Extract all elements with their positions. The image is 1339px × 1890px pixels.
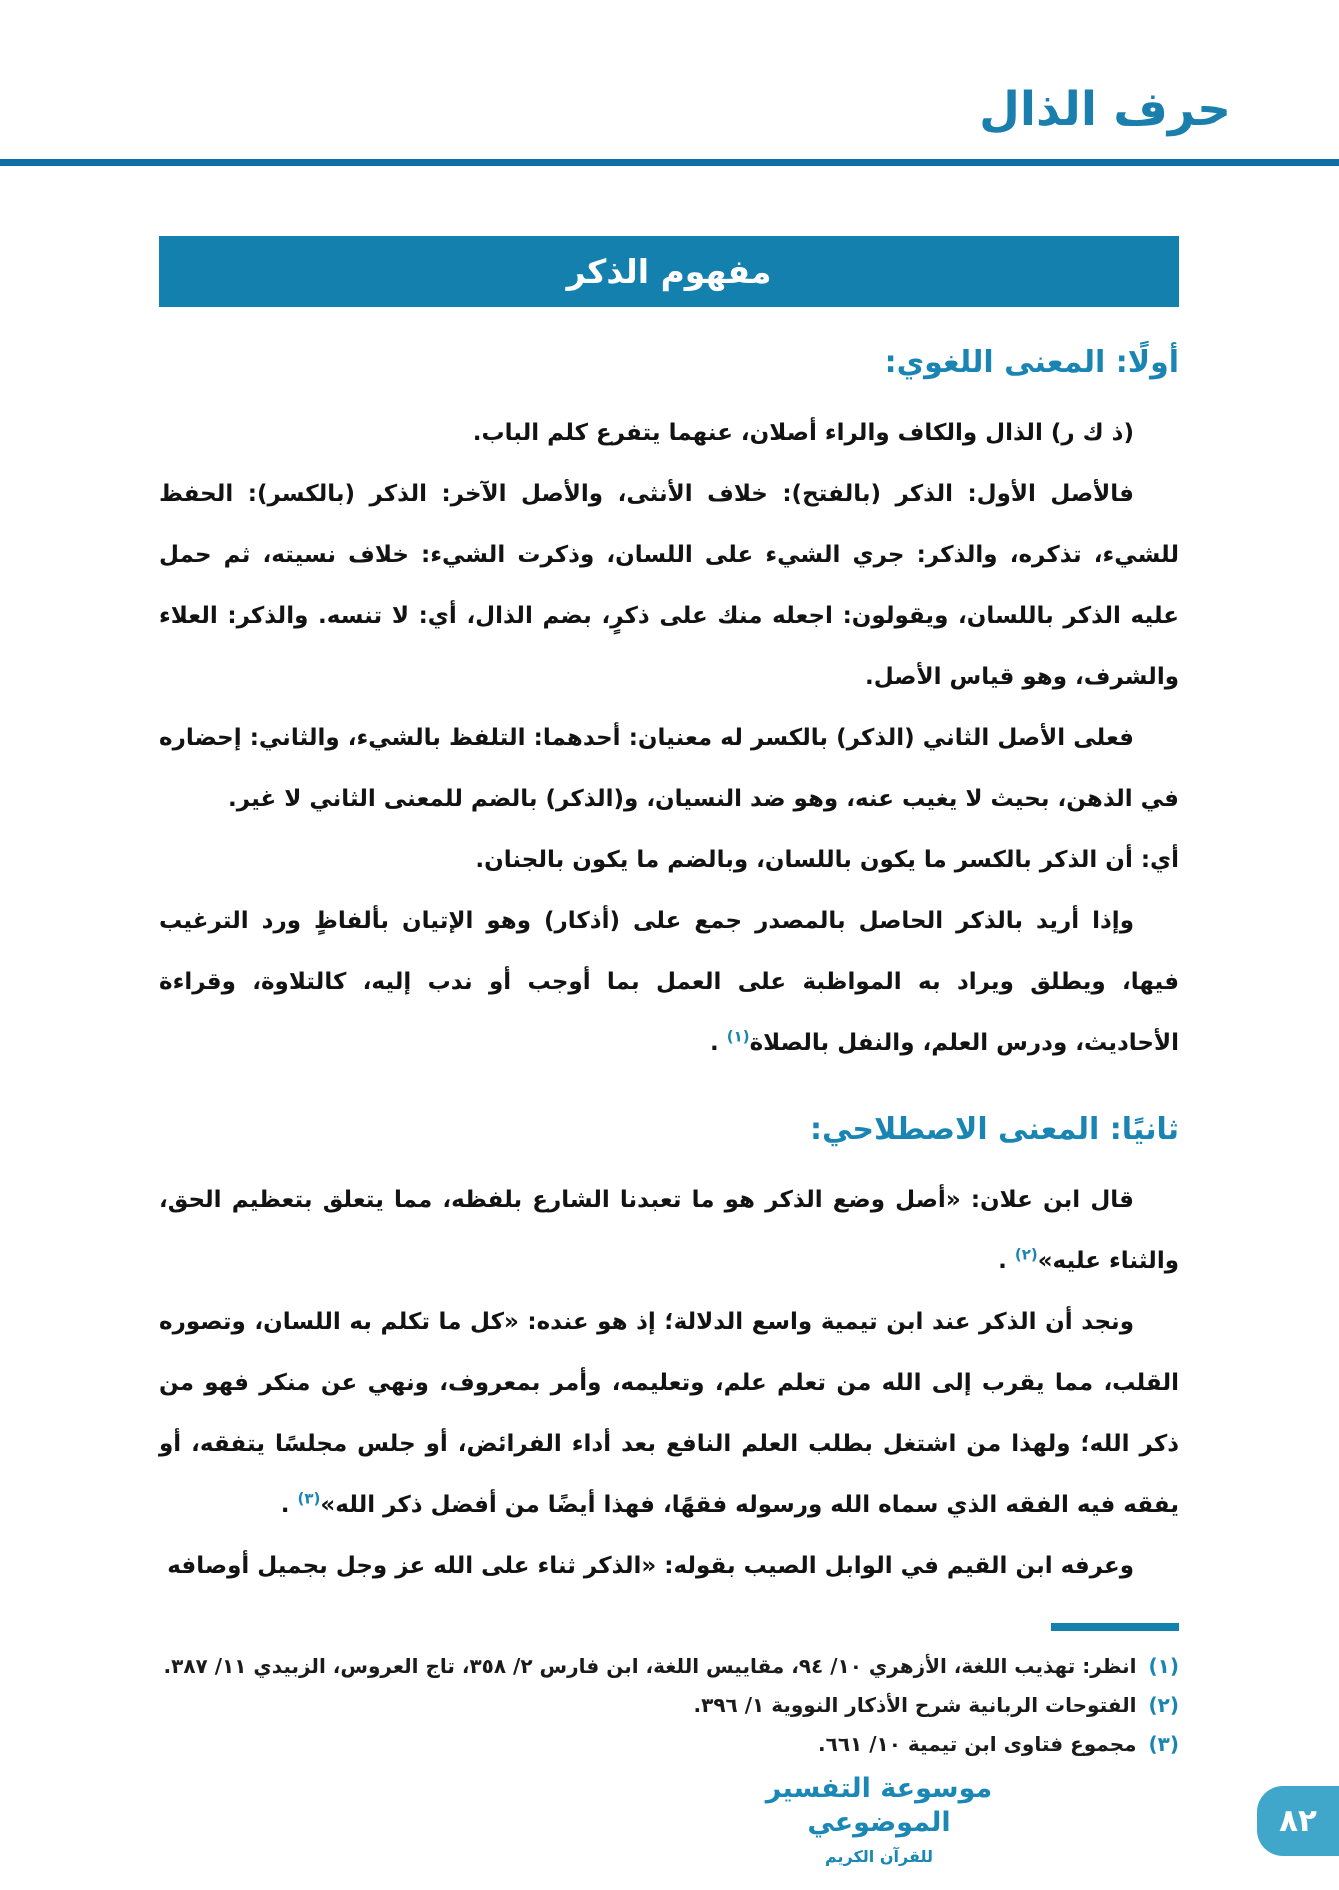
footnote-ref: (٢) bbox=[1014, 1245, 1038, 1264]
section-heading: ثانيًا: المعنى الاصطلاحي: bbox=[810, 1112, 1179, 1147]
logo-title: موسوعة التفسير الموضوعي bbox=[765, 1773, 993, 1838]
publisher-logo bbox=[749, 1772, 1009, 1868]
paragraph: أي: أن الذكر بالكسر ما يكون باللسان، وبالضم ما يكون بالجنان. bbox=[475, 847, 1179, 873]
footnote-item bbox=[159, 1647, 1179, 1686]
page-title-bar bbox=[159, 236, 1179, 307]
footnote-ref: (٣) bbox=[297, 1489, 321, 1508]
footnotes-divider bbox=[1051, 1623, 1179, 1631]
paragraph: فعلى الأصل الثاني (الذكر) بالكسر له معنيان: أحدهما: التلفظ بالشيء، والثاني: إحضاره في الذهن، بحيث لا يغيب عنه، وهو ضد النسيان، و(الذكر) بالضم للمعنى الثاني لا غير. bbox=[159, 725, 1179, 812]
footnotes-block bbox=[159, 1623, 1179, 1764]
content-column bbox=[159, 236, 1179, 1764]
paragraph: ونجد أن الذكر عند ابن تيمية واسع الدلالة؛ إذ هو عنده: «كل ما تكلم به اللسان، وتصوره القلب، مما يقرب إلى الله من تعلم علم، وتعليمه، وأمر بمعروف، ونهي عن منكر فهو من ذكر الله؛ ولهذا من اشتغل بطلب العلم النافع بعد أداء الفرائض، أو جلس مجلسًا يتفقه، أو يفقه فيه الفقه الذي سماه الله ورسوله فقهًا، فهذا أيضًا من أفضل ذكر الله»$^{(٣)}$ . bbox=[159, 1309, 1179, 1518]
paragraph: وعرفه ابن القيم في الوابل الصيب بقوله: «الذكر ثناء على الله عز وجل بجميل أوصافه bbox=[167, 1553, 1134, 1579]
page-title: مفهوم الذكر bbox=[566, 252, 772, 291]
footnote-ref: (١) bbox=[726, 1027, 750, 1046]
footnote-item bbox=[159, 1725, 1179, 1764]
page-number: ٨٢ bbox=[1279, 1803, 1317, 1839]
paragraph: قال ابن علان: «أصل وضع الذكر هو ما تعبدنا الشارع بلفظه، مما يتعلق بتعظيم الحق، والثناء عليه»$^{(٢)}$ . bbox=[159, 1187, 1179, 1274]
footnote-item bbox=[159, 1686, 1179, 1725]
logo-subtitle: للقرآن الكريم bbox=[824, 1847, 934, 1866]
page-number-tab bbox=[1257, 1786, 1339, 1856]
header-divider bbox=[0, 159, 1339, 166]
paragraph: وإذا أريد بالذكر الحاصل بالمصدر جمع على (أذكار) وهو الإتيان بألفاظٍ ورد الترغيب فيها، ويطلق ويراد به المواظبة على العمل بما أوجب أو ندب إليه، كالتلاوة، وقراءة الأحاديث، ودرس العلم، والنفل بالصلاة$^{(١)}$ . bbox=[159, 908, 1179, 1056]
footnote-marker: (٢) bbox=[1148, 1693, 1179, 1717]
footnotes-list bbox=[159, 1647, 1179, 1764]
section-heading: أولًا: المعنى اللغوي: bbox=[884, 345, 1179, 380]
paragraph: (ذ ك ر) الذال والكاف والراء أصلان، عنهما يتفرع كلم الباب. bbox=[472, 420, 1134, 446]
footnote-marker: (١) bbox=[1148, 1654, 1179, 1678]
footnote-text: مجموع فتاوى ابن تيمية ١٠/ ٦٦١. bbox=[818, 1732, 1137, 1756]
footnote-text: انظر: تهذيب اللغة، الأزهري ١٠/ ٩٤، مقاييس اللغة، ابن فارس ٢/ ٣٥٨، تاج العروس، الزبيدي ١١/ ٣٨٧. bbox=[163, 1654, 1137, 1678]
footnote-marker: (٣) bbox=[1148, 1732, 1179, 1756]
chapter-title: حرف الذال bbox=[979, 82, 1231, 137]
paragraph: فالأصل الأول: الذكر (بالفتح): خلاف الأنثى، والأصل الآخر: الذكر (بالكسر): الحفظ للشيء، تذكره، والذكر: جري الشيء على اللسان، وذكرت الشيء: خلاف نسيته، ثم حمل عليه الذكر باللسان، ويقولون: اجعله منك على ذكرٍ، بضم الذال، أي: لا تنسه. والذكر: العلاء والشرف، وهو قياس الأصل. bbox=[159, 481, 1179, 690]
footnote-text: الفتوحات الربانية شرح الأذكار النووية ١/ ٣٩٦. bbox=[693, 1693, 1137, 1717]
sections bbox=[159, 337, 1179, 1597]
